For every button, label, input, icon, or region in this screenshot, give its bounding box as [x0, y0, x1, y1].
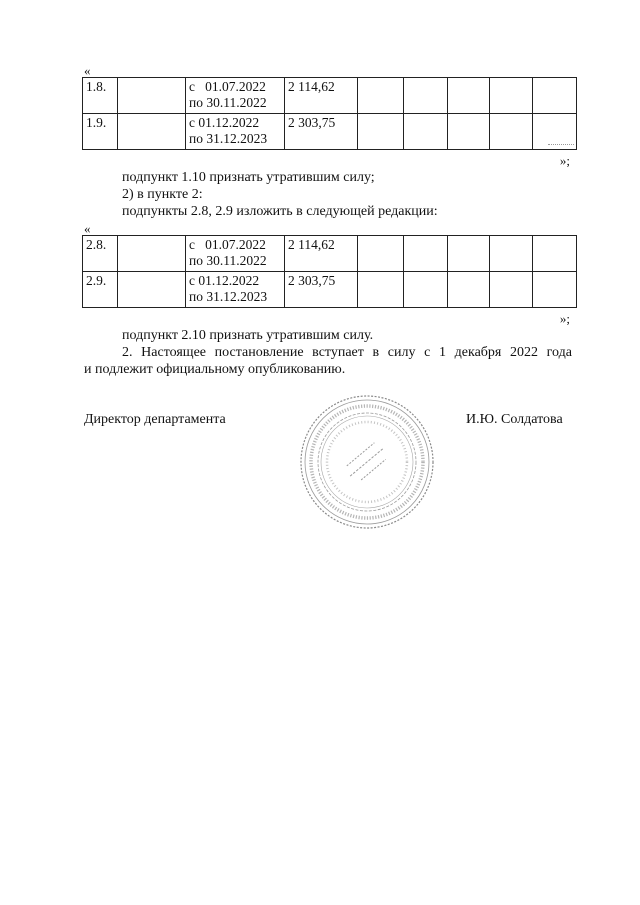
signatory-title: Директор департамента [84, 412, 226, 427]
paragraph-3: подпункты 2.8, 2.9 изложить в следующей редакции: [122, 204, 438, 219]
period-cell [186, 78, 285, 114]
close-quote-2: »; [559, 311, 570, 326]
paragraph-1: подпункт 1.10 признать утратившим силу; [122, 170, 375, 185]
open-quote-2: « [84, 221, 91, 236]
official-seal-icon [297, 392, 437, 532]
value-cell: 2 303,75 [285, 272, 358, 308]
tariff-table-2 [82, 235, 577, 308]
period-end: по 30.11.2022 [189, 253, 267, 268]
row-number: 2.8. [83, 236, 118, 272]
paragraph-5-line-1: 2. Настоящее постановление вступает в силу с 1 декабря 2022 года [122, 345, 572, 360]
paragraph-2: 2) в пункте 2: [122, 187, 203, 202]
row-number: 2.9. [83, 272, 118, 308]
close-quote-1: »; [559, 153, 570, 168]
period-cell [186, 114, 285, 150]
row-number: 1.9. [83, 114, 118, 150]
value-cell: 2 303,75 [285, 114, 358, 150]
period-start: с 01.07.2022 [189, 79, 266, 94]
table-row [83, 236, 577, 272]
period-end: по 31.12.2023 [189, 131, 268, 146]
row-number: 1.8. [83, 78, 118, 114]
period-end: по 30.11.2022 [189, 95, 267, 110]
dotted-mark [548, 144, 574, 145]
paragraph-5-line-2: и подлежит официальному опубликованию. [84, 362, 346, 377]
value-cell: 2 114,62 [285, 236, 358, 272]
open-quote-1: « [84, 63, 91, 78]
signatory-name: И.Ю. Солдатова [466, 412, 563, 427]
paragraph-5 [84, 344, 572, 378]
table-row [83, 78, 577, 114]
period-start: с 01.12.2022 [189, 115, 260, 130]
period-start: с 01.12.2022 [189, 273, 260, 288]
period-end: по 31.12.2023 [189, 289, 268, 304]
table-row [83, 114, 577, 150]
value-cell: 2 114,62 [285, 78, 358, 114]
period-cell [186, 272, 285, 308]
table-row [83, 272, 577, 308]
period-cell [186, 236, 285, 272]
paragraph-4: подпункт 2.10 признать утратившим силу. [122, 328, 374, 343]
period-start: с 01.07.2022 [189, 237, 266, 252]
tariff-table-1 [82, 77, 577, 150]
